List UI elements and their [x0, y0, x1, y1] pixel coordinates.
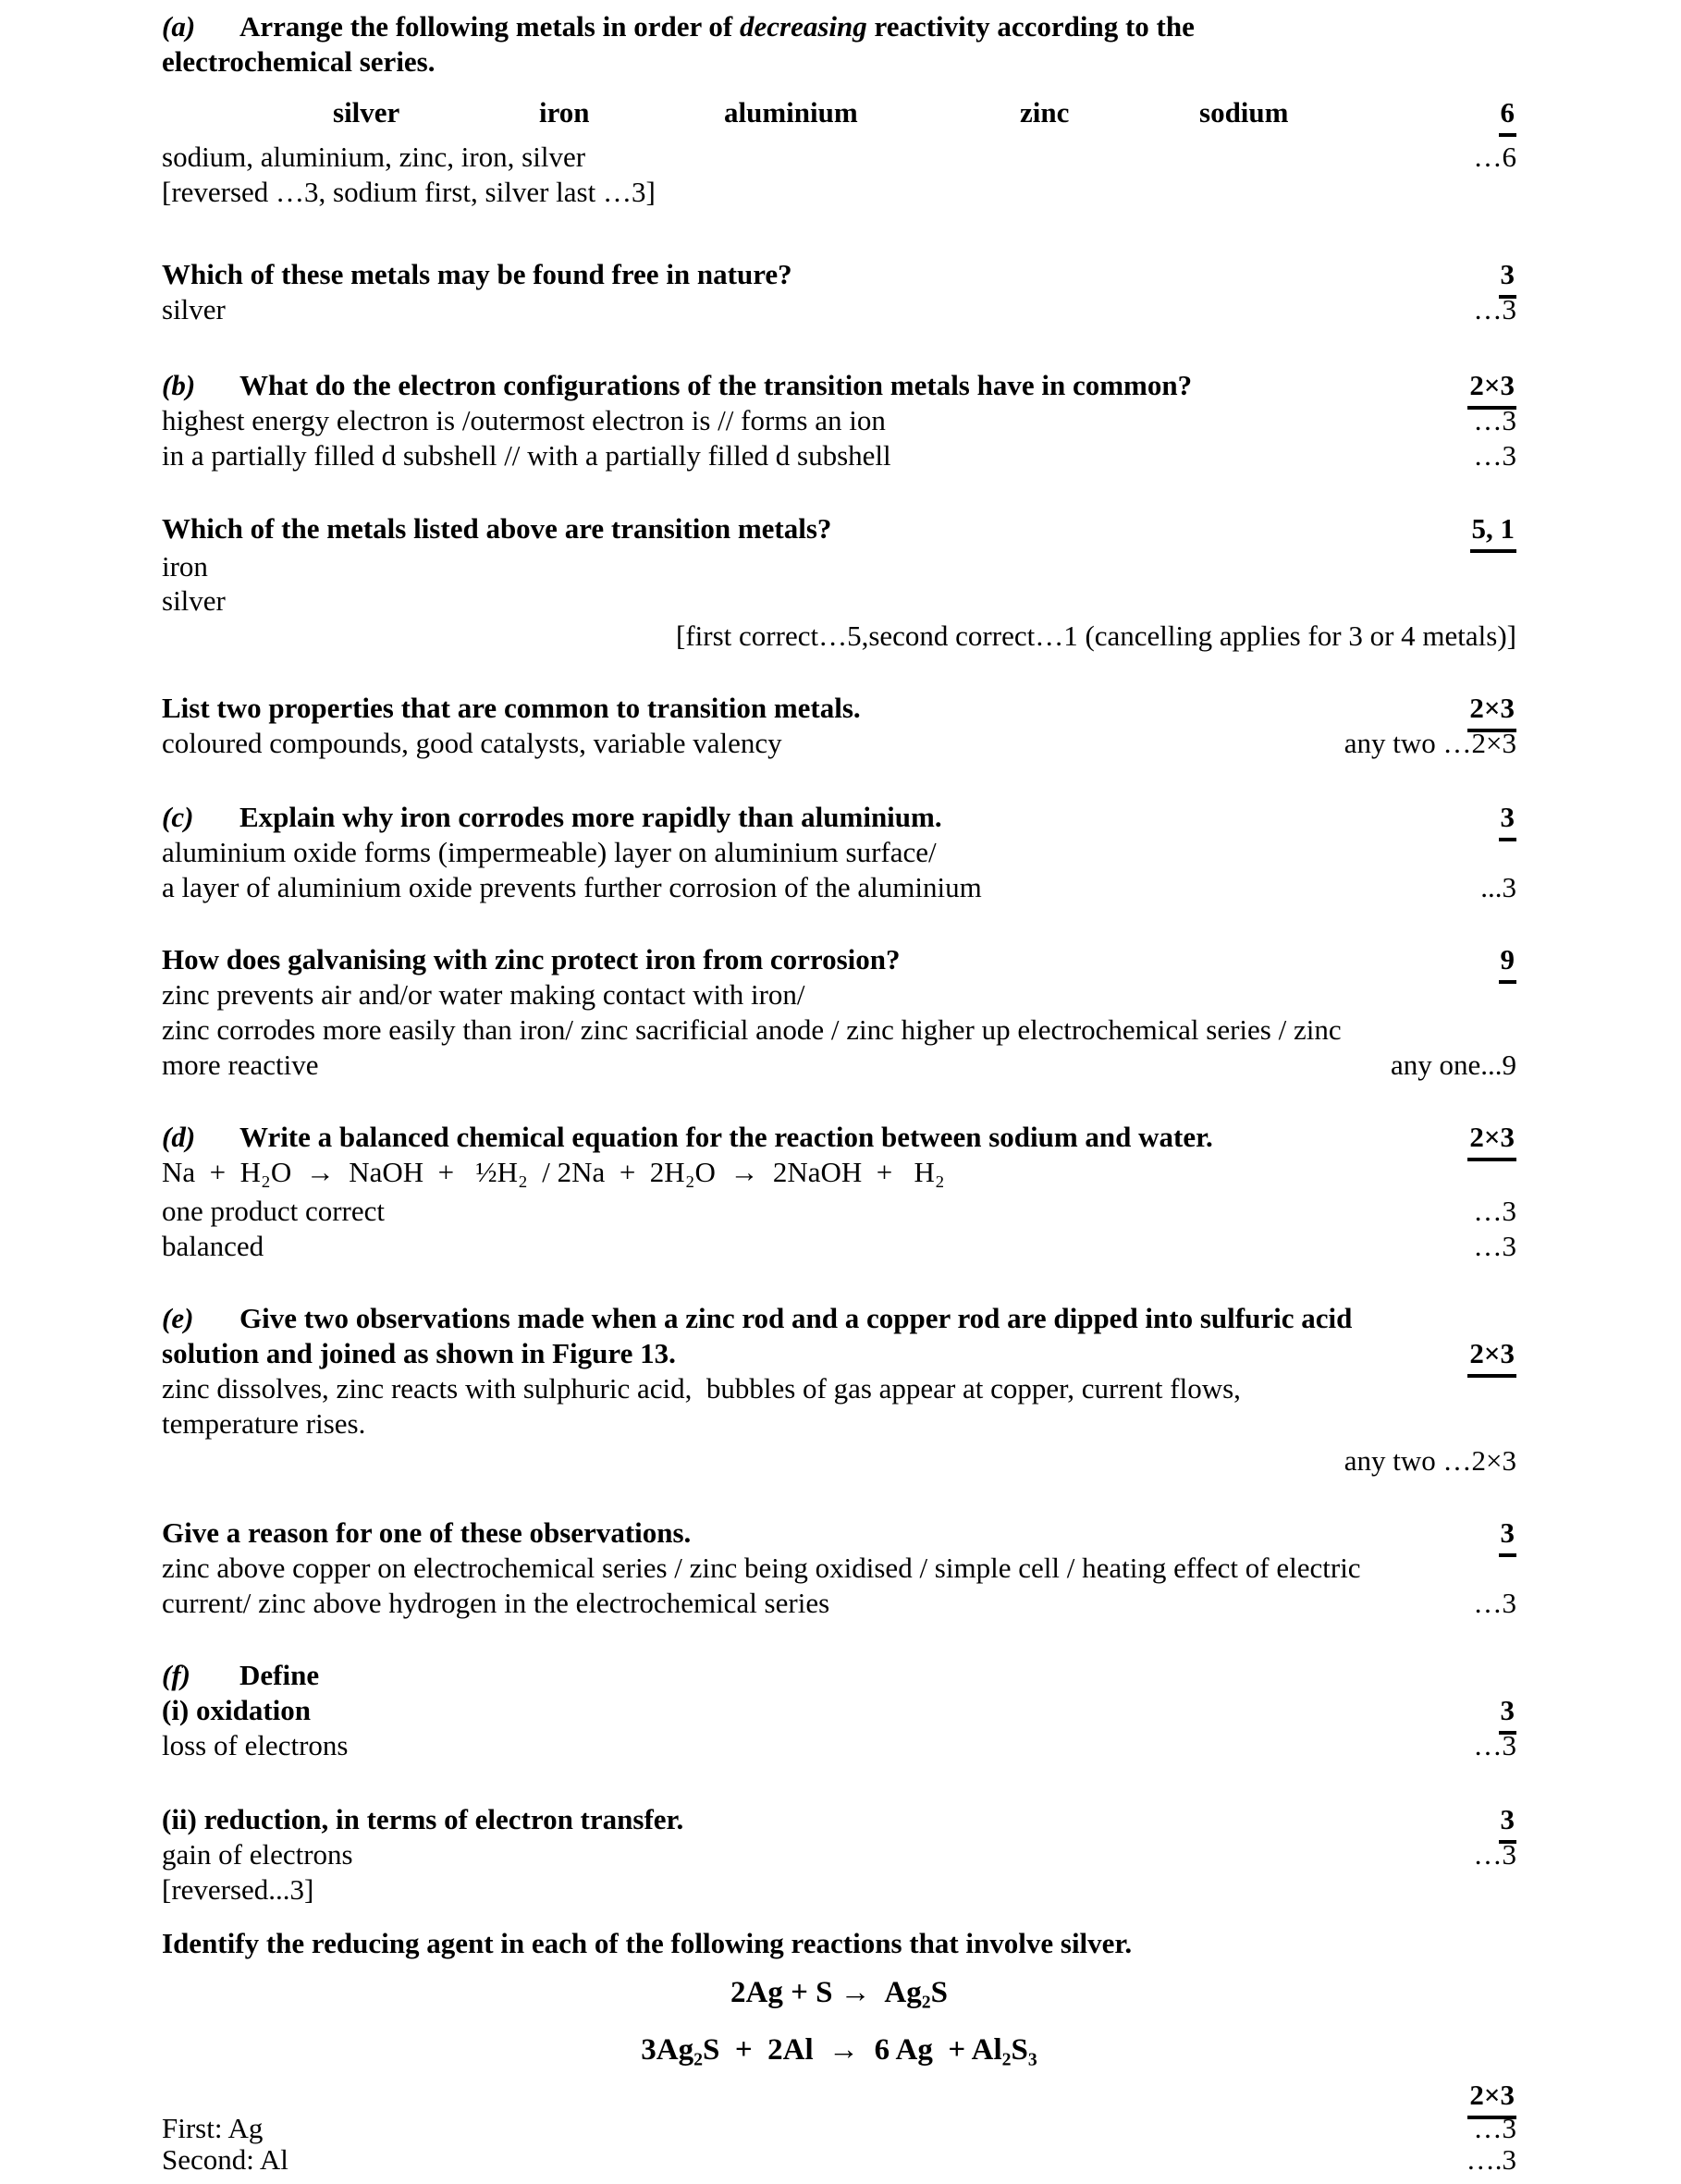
part-f-ii-note-line — [162, 1872, 1516, 1913]
part-c-answer-2-text: a layer of aluminium oxide prevents further corrosion of the aluminium — [162, 871, 982, 903]
part-a-question-line-2 — [162, 44, 1516, 85]
silver-reactions-answer-1-mark: …3 — [1473, 2112, 1516, 2144]
part-a-note-text: [reversed …3, sodium first, silver last …3] — [162, 176, 656, 208]
free-nature-answer-line — [162, 292, 1516, 333]
properties-answer-mark: any two …2×3 — [1344, 727, 1516, 759]
metal-sodium: sodium — [1199, 96, 1289, 129]
part-a-answer-text: sodium, aluminium, zinc, iron, silver — [162, 141, 586, 173]
part-c-question-text — [162, 800, 942, 835]
part-f-i-question-text: (i) oxidation — [162, 1694, 312, 1726]
part-a-question-emphasis: decreasing — [740, 10, 867, 43]
free-nature-answer-mark: …3 — [1473, 293, 1516, 325]
part-f-ii-question-text: (ii) reduction, in terms of electron transfer. — [162, 1803, 684, 1835]
part-d-answer-2-text: balanced — [162, 1230, 264, 1262]
transition-note-text: [first correct…5,second correct…1 (cancelling applies for 3 or 4 metals)] — [676, 620, 1516, 652]
part-e-label: (e) — [162, 1302, 194, 1334]
silver-reactions-answer-line-2 — [162, 2142, 1516, 2183]
part-c-answer-2-mark: ...3 — [1480, 871, 1516, 903]
silver-reactions-equation-1-line — [162, 1975, 1516, 2016]
part-d-answer-2-mark: …3 — [1473, 1230, 1516, 1262]
part-c-answer-1-text: aluminium oxide forms (impermeable) layer on aluminium surface/ — [162, 836, 937, 868]
galvanising-answer-2-text: zinc corrodes more easily than iron/ zinc sacrificial anode / zinc higher up electrochemical series / zinc — [162, 1013, 1342, 1046]
silver-reactions-equation-1-text: 2Ag + S → Ag₂S — [730, 1976, 948, 2009]
transition-answer-2-text: silver — [162, 584, 226, 617]
part-c-mark: 3 — [1499, 800, 1517, 841]
part-c-question-title: Explain why iron corrodes more rapidly than aluminium. — [239, 801, 942, 833]
metals-mark: 6 — [1499, 95, 1517, 137]
galvanising-mark: 9 — [1499, 942, 1517, 984]
part-f-i-answer-text: loss of electrons — [162, 1729, 349, 1761]
silver-reactions-answer-2-text: Second: Al — [162, 2143, 288, 2176]
reason-answer-line-2 — [162, 1586, 1516, 1626]
part-b-answer-2-mark: …3 — [1473, 439, 1516, 472]
free-nature-answer-text: silver — [162, 293, 226, 325]
part-a-label: (a) — [162, 10, 196, 43]
metal-zinc: zinc — [1020, 96, 1070, 129]
part-d-answer-1-text: one product correct — [162, 1195, 385, 1227]
galvanising-answer-3-mark: any one...9 — [1390, 1049, 1516, 1081]
part-e-answer-line-2 — [162, 1406, 1516, 1447]
galvanising-answer-1-text: zinc prevents air and/or water making contact with iron/ — [162, 978, 805, 1011]
silver-reactions-answer-2-mark: ….3 — [1466, 2143, 1516, 2176]
part-e-question-text — [162, 1301, 1352, 1336]
part-b-mark: 2×3 — [1467, 368, 1516, 410]
silver-reactions-equation-2-line — [162, 2032, 1516, 2073]
part-b-question-text — [162, 368, 1192, 403]
part-f-ii-note-text: [reversed...3] — [162, 1873, 314, 1906]
part-d-label: (d) — [162, 1121, 196, 1153]
silver-reactions-equation-2-text: 3Ag₂S + 2Al → 6 Ag + Al₂S₃ — [641, 2033, 1037, 2067]
free-nature-question-text: Which of these metals may be found free in nature? — [162, 258, 792, 290]
galvanising-answer-line-3 — [162, 1048, 1516, 1088]
part-d-answer-1-mark: …3 — [1473, 1195, 1516, 1227]
silver-reactions-mark: 2×3 — [1467, 2078, 1516, 2119]
part-f-heading-title: Define — [239, 1659, 320, 1691]
part-e-answer-1-text: zinc dissolves, zinc reacts with sulphuric acid, bubbles of gas appear at copper, current flows, — [162, 1372, 1241, 1405]
part-f-label: (f) — [162, 1659, 190, 1691]
part-e-mark: 2×3 — [1467, 1336, 1516, 1378]
part-a-question-post: reactivity according to the — [866, 10, 1195, 43]
part-d-question-title: Write a balanced chemical equation for the reaction between sodium and water. — [239, 1121, 1213, 1153]
part-f-i-mark: 3 — [1499, 1693, 1517, 1735]
part-b-question-title: What do the electron configurations of the transition metals have in common? — [239, 369, 1193, 401]
metals-row — [162, 95, 1516, 136]
reason-answer-2-text: current/ zinc above hydrogen in the electrochemical series — [162, 1587, 830, 1619]
part-b-answer-1-text: highest energy electron is /outermost electron is // forms an ion — [162, 404, 886, 436]
metal-aluminium: aluminium — [724, 96, 858, 129]
free-nature-mark: 3 — [1499, 257, 1517, 299]
reason-question-text: Give a reason for one of these observations. — [162, 1516, 692, 1549]
part-d-answer-line-2 — [162, 1229, 1516, 1270]
part-d-equation-text: Na + H₂O → NaOH + ½H₂ / 2Na + 2H₂O → 2NaOH + H₂ — [162, 1156, 945, 1188]
part-d-mark: 2×3 — [1467, 1120, 1516, 1161]
part-d-question-text — [162, 1120, 1213, 1155]
part-e-question-title: Give two observations made when a zinc rod and a copper rod are dipped into sulfuric acid — [239, 1302, 1353, 1334]
transition-note-line — [162, 619, 1516, 659]
silver-reactions-answer-1-text: First: Ag — [162, 2112, 264, 2144]
part-f-ii-answer-mark: …3 — [1473, 1838, 1516, 1871]
part-b-label: (b) — [162, 369, 196, 401]
part-a-question-text — [162, 9, 1195, 44]
part-d-equation-line — [162, 1155, 1516, 1196]
part-a-note-line — [162, 175, 1516, 215]
galvanising-question-text: How does galvanising with zinc protect iron from corrosion? — [162, 943, 901, 975]
part-e-answer-mark: any two …2×3 — [1344, 1444, 1516, 1477]
part-b-answer-2-text: in a partially filled d subshell // with a partially filled d subshell — [162, 439, 891, 472]
transition-question-line — [162, 511, 1516, 552]
metal-silver: silver — [333, 96, 400, 129]
silver-reactions-question-line — [162, 1926, 1516, 1967]
part-e-answer-2-text: temperature rises. — [162, 1407, 366, 1440]
properties-mark: 2×3 — [1467, 691, 1516, 732]
part-a-answer-mark: …6 — [1473, 141, 1516, 173]
part-b-answer-line-2 — [162, 438, 1516, 479]
part-e-mark-line — [162, 1443, 1516, 1484]
part-c-answer-line-2 — [162, 870, 1516, 911]
part-f-i-answer-mark: …3 — [1473, 1729, 1516, 1761]
part-f-heading-text — [162, 1658, 319, 1693]
silver-reactions-question-text: Identify the reducing agent in each of the following reactions that involve silver. — [162, 1927, 1133, 1959]
part-c-label: (c) — [162, 801, 194, 833]
metal-iron: iron — [539, 96, 590, 129]
transition-answer-1-text: iron — [162, 550, 208, 583]
properties-answer-line — [162, 726, 1516, 767]
transition-mark: 5, 1 — [1470, 511, 1517, 553]
reason-answer-1-text: zinc above copper on electrochemical series / zinc being oxidised / simple cell / heating effect of electric — [162, 1552, 1361, 1584]
reason-answer-2-mark: …3 — [1473, 1587, 1516, 1619]
part-a-question-pre: Arrange the following metals in order of — [239, 10, 740, 43]
properties-question-text: List two properties that are common to transition metals. — [162, 692, 861, 724]
reason-mark: 3 — [1499, 1515, 1517, 1557]
part-f-ii-mark: 3 — [1499, 1802, 1517, 1844]
part-b-answer-1-mark: …3 — [1473, 404, 1516, 436]
part-f-ii-answer-text: gain of electrons — [162, 1838, 353, 1871]
properties-answer-text: coloured compounds, good catalysts, variable valency — [162, 727, 782, 759]
galvanising-answer-3-text: more reactive — [162, 1049, 319, 1081]
part-f-i-answer-line — [162, 1728, 1516, 1769]
transition-question-text: Which of the metals listed above are transition metals? — [162, 512, 832, 545]
part-e-question-line-2-text: solution and joined as shown in Figure 13. — [162, 1337, 676, 1369]
part-a-question-line-2-text: electrochemical series. — [162, 45, 436, 78]
